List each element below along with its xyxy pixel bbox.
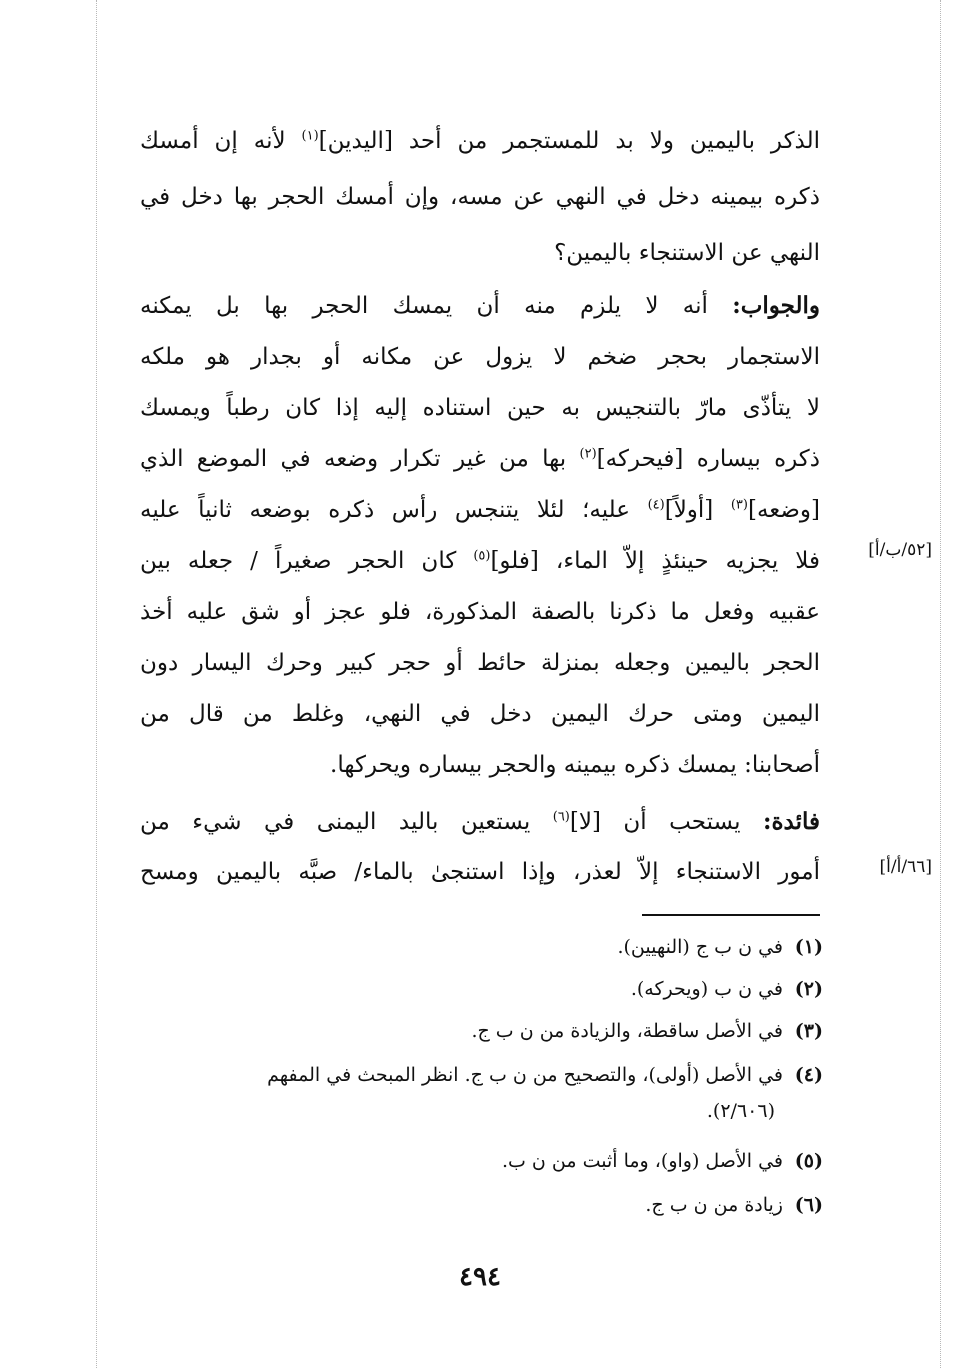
footnote-ref: (٦): [552, 809, 570, 825]
footnote-number: (٢): [794, 978, 823, 1000]
footnote-number: (٤): [794, 1064, 823, 1086]
footnote-number: (٥): [794, 1150, 823, 1172]
footnote: (٢)في ن ب (ويحركه).: [133, 972, 823, 1006]
paragraph-heading: والجواب:: [732, 292, 820, 319]
footnote-continuation: (٢/٦٠٦).: [706, 1100, 775, 1122]
footnote-ref: (٤): [647, 497, 665, 513]
footnote: (٤)في الأصل (أولى)، والتصحيح من ن ب ج. انظر المبحث في المفهم: [133, 1058, 823, 1092]
margin-note: [٦٦/أ/أ]: [879, 857, 932, 877]
margin-note: [٥٢/ب/أ]: [868, 540, 932, 560]
margin-guide-right: [940, 0, 941, 1368]
text-line: أصحابنا: يمسك ذكره بيمينه والحجر بيساره ويحركها.: [330, 752, 820, 778]
footnote-number: (٦): [794, 1194, 823, 1216]
text-line: اليمين ومتى حرك اليمين دخل في النهي، وغلط من قال من: [140, 701, 820, 727]
text-line: عقبيه وفعل ما ذكرنا بالصفة المذكورة، فلو عجز أو شق عليه أخذ: [140, 599, 820, 625]
footnote-ref: (١): [301, 128, 319, 144]
footnote: (١)في ن ب ج (النهيين).: [133, 930, 823, 964]
text-line: الذكر باليمين ولا بد للمستجمر من أحد [اليدين]$^{(١)}$ لأنه إن أمسك: [140, 128, 820, 154]
page-number: ٤٩٤: [459, 1262, 501, 1292]
text-line: الاستجمار بحجر ضخم لا يزول عن مكانه أو بجدار هو ملكه: [140, 344, 820, 370]
paragraph-heading: فائدة:: [762, 808, 820, 835]
text-line: أمور الاستنجاء إلاّ لعذر، وإذا استنجىٰ بالماء/ صبَّه باليمين ومسح: [140, 859, 820, 885]
footnote-ref: (٥): [473, 548, 491, 564]
footnote-ref: (٢): [579, 446, 597, 462]
text-line: لا يتأذّى مارّ بالتنجيس به حين استناده إليه إذا كان رطباً ويمسك: [140, 395, 820, 421]
footnote: (٦)زيادة من ن ب ج.: [133, 1188, 823, 1222]
text-line: فلا يجزيه حينئذٍ إلاّ الماء، [فلو]$^{(٥)}$ كان الحجر صغيراً / جعله بين: [140, 548, 820, 574]
text-line: فائدة: يستحب أن [لا]$^{(٦)}$ يستعين باليد اليمنى في شيء من: [140, 808, 820, 835]
footnote-separator: [642, 914, 820, 916]
text-line: النهي عن الاستنجاء باليمين؟: [554, 240, 820, 266]
text-line: ذكره بيساره [فيحركه]$^{(٢)}$ بها من غير تكرار وضعه في الموضع الذي: [140, 446, 821, 472]
footnote-ref: (٣): [730, 497, 748, 513]
text-line: [وضعه]$^{(٣)}$ [أولاً]$^{(٤)}$ عليه؛ لئلا يتنجس رأس ذكره بوضعه ثانياً عليه: [140, 497, 820, 523]
text-line: والجواب: أنه لا يلزم منه أن يمسك الحجر بها بل يمكنه: [140, 292, 820, 319]
margin-guide-left: [96, 0, 97, 1368]
text-line: الحجر باليمين وجعله بمنزلة حائط أو حجر كبير وحرك اليسار دون: [140, 650, 820, 676]
footnote-number: (١): [794, 936, 823, 958]
text-line: ذكره بيمينه دخل في النهي عن مسه، وإن أمسك الحجر بها دخل في: [140, 184, 820, 210]
footnote: (٣)في الأصل ساقطة، والزيادة من ن ب ج.: [133, 1014, 823, 1048]
footnote: (٥)في الأصل (واو)، وما أثبت من ن ب.: [133, 1144, 823, 1178]
footnote-number: (٣): [794, 1020, 823, 1042]
